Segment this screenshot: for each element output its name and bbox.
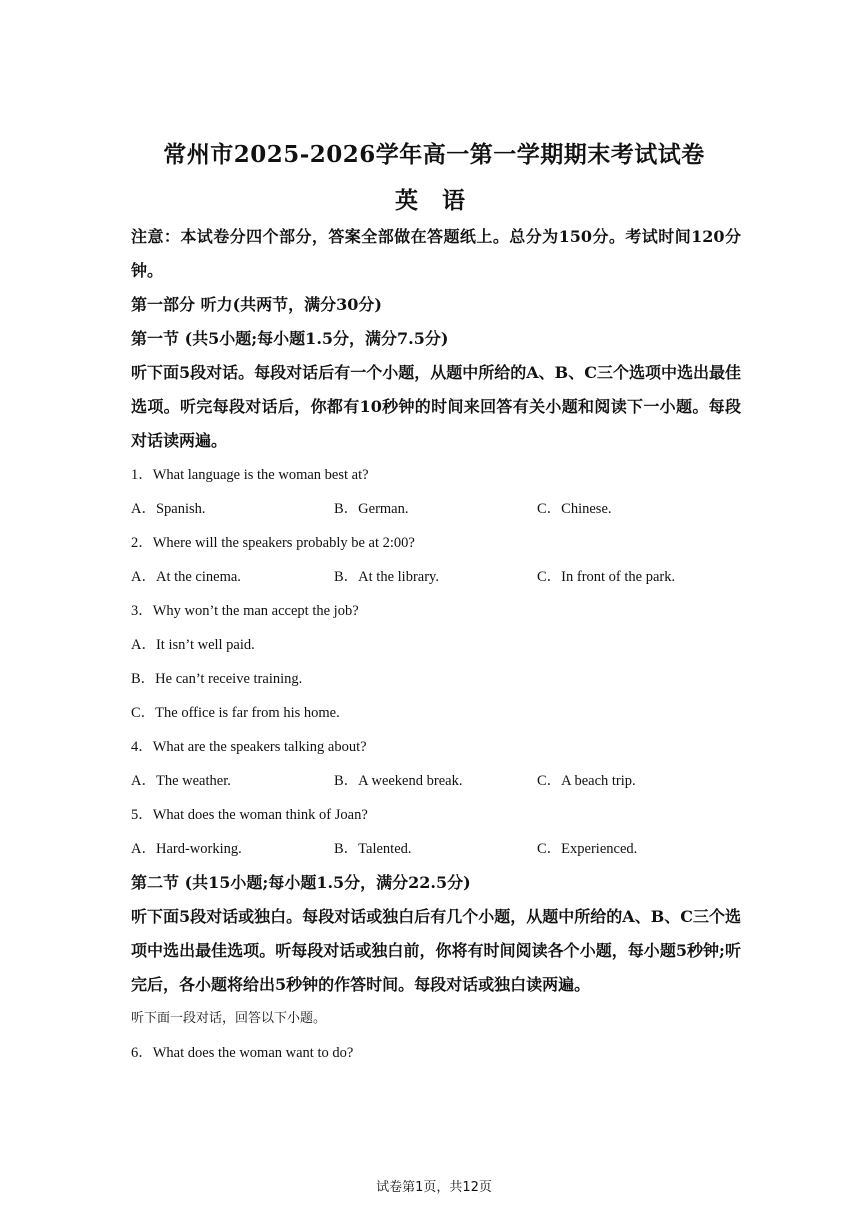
page-footer: 试卷第1页，共12页 <box>376 1180 492 1195</box>
option-b: B．Talented. <box>334 841 412 857</box>
question-1: 1．What language is the woman best at? <box>131 467 369 483</box>
question-2: 2．Where will the speakers probably be at 2:00? <box>131 535 415 551</box>
exam-title: 常州市2025-2026学年高一第一学期期末考试试卷 <box>163 141 705 168</box>
part1-heading: 第一部分 听力(共两节，满分30分) <box>131 295 382 314</box>
question-4-options <box>131 764 741 798</box>
question-5: 5．What does the woman think of Joan? <box>131 807 368 823</box>
question-1-options <box>131 492 741 526</box>
option-b: B．At the library. <box>334 569 439 585</box>
section2-heading: 第二节 (共15小题;每小题1.5分，满分22.5分) <box>131 873 471 892</box>
question-2-options <box>131 560 741 594</box>
option-a: A．Hard-working. <box>131 841 242 857</box>
option-b: B．German. <box>334 501 409 517</box>
option-a: A．Spanish. <box>131 501 206 517</box>
section2-instructions: 听下面5段对话或独白。每段对话或独白后有几个小题，从题中所给的A、B、C三个选项中选出最佳选项。听每段对话或独白前，你将有时间阅读各个小题，每小题5秒钟;听完后，各小题将给出5秒钟的作答时间。每段对话或独白读两遍。 <box>131 907 741 994</box>
option-c: C．The office is far from his home. <box>131 705 340 721</box>
question-3: 3．Why won’t the man accept the job? <box>131 603 359 619</box>
option-b: B．A weekend break. <box>334 773 463 789</box>
exam-notice: 注意：本试卷分四个部分，答案全部做在答题纸上。总分为150分。考试时间120分钟。 <box>131 227 741 280</box>
option-a: A．The weather. <box>131 773 231 789</box>
option-b: B．He can’t receive training. <box>131 671 303 687</box>
option-c: C．A beach trip. <box>537 773 636 789</box>
option-c: C．In front of the park. <box>537 569 676 585</box>
exam-content <box>131 220 741 1070</box>
option-a: A．It isn’t well paid. <box>131 637 255 653</box>
option-c: C．Chinese. <box>537 501 612 517</box>
section1-heading: 第一节 (共5小题;每小题1.5分，满分7.5分) <box>131 329 449 348</box>
question-6: 6．What does the woman want to do? <box>131 1045 354 1061</box>
question-5-options <box>131 832 741 866</box>
option-a: A．At the cinema. <box>131 569 241 585</box>
section2-note: 听下面一段对话，回答以下小题。 <box>131 1011 327 1026</box>
section1-instructions: 听下面5段对话。每段对话后有一个小题，从题中所给的A、B、C三个选项中选出最佳选项。听完每段对话后，你都有10秒钟的时间来回答有关小题和阅读下一小题。每段对话读两遍。 <box>131 363 741 450</box>
question-4: 4．What are the speakers talking about? <box>131 739 367 755</box>
option-c: C．Experienced. <box>537 841 638 857</box>
exam-subject: 英 语 <box>394 187 473 214</box>
